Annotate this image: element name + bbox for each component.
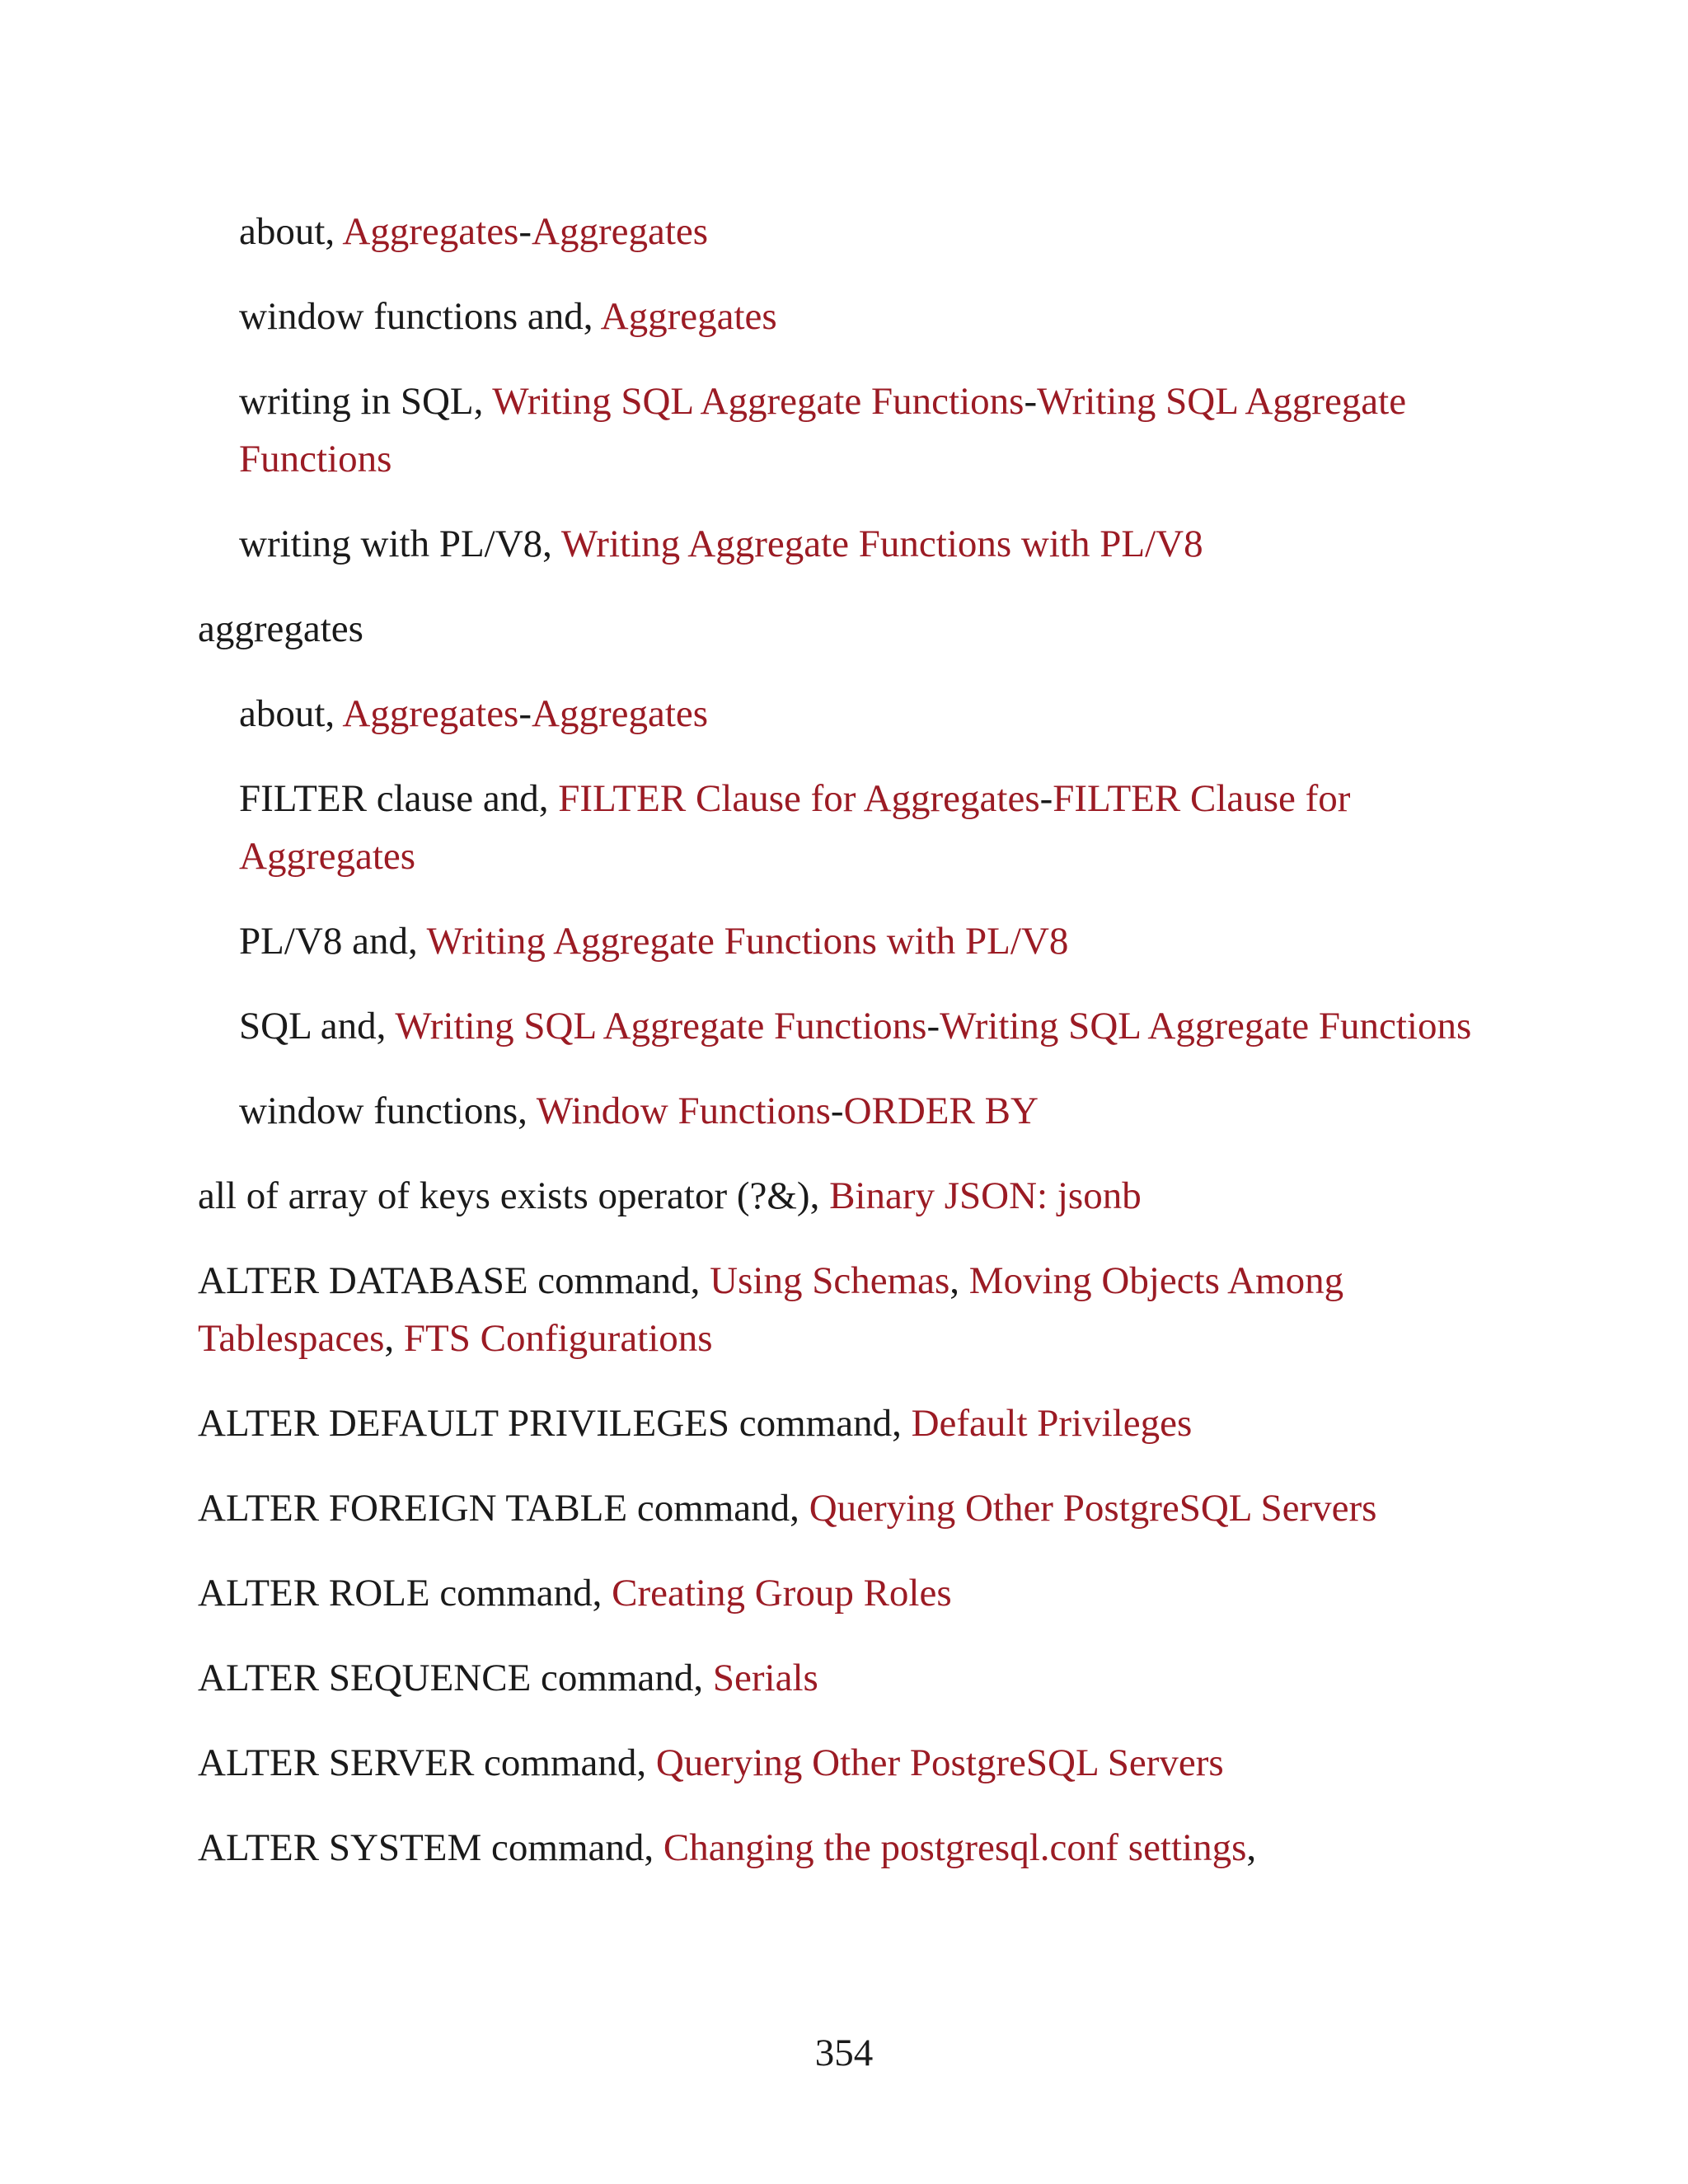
index-entry-list [198, 203, 1517, 1904]
index-reference-link[interactable]: Querying Other PostgreSQL Servers [655, 1741, 1224, 1784]
index-term-text: FILTER clause and, [239, 777, 559, 820]
index-term-text: - [1024, 380, 1038, 423]
index-reference-link[interactable]: Aggregates [532, 210, 709, 253]
index-term-text: - [830, 1090, 844, 1132]
index-subentry [198, 912, 1517, 970]
index-term-text: ALTER FOREIGN TABLE command, [198, 1487, 809, 1530]
index-reference-link[interactable]: Writing SQL Aggregate Functions [239, 380, 1407, 480]
index-subentry [198, 770, 1517, 885]
index-reference-link[interactable]: FTS Configurations [403, 1317, 713, 1360]
page-number: 354 [814, 2032, 874, 2074]
index-entry [198, 1564, 1517, 1622]
index-term-text: ALTER SYSTEM command, [198, 1826, 663, 1869]
index-reference-link[interactable]: Using Schemas [710, 1259, 950, 1302]
index-term-text: - [518, 692, 532, 735]
index-term-text: aggregates [198, 607, 363, 650]
index-entry [198, 600, 1517, 658]
index-term-text: PL/V8 and, [239, 920, 427, 963]
index-term-text: writing in SQL, [239, 380, 493, 423]
index-entry [198, 1167, 1517, 1225]
index-term-text: window functions, [239, 1090, 537, 1132]
index-entry [198, 1819, 1517, 1877]
index-entry [198, 1734, 1517, 1792]
index-reference-link[interactable]: Writing SQL Aggregate Functions [940, 1005, 1472, 1047]
index-term-text: - [518, 210, 532, 253]
index-reference-link[interactable]: Aggregates [532, 692, 709, 735]
index-term-text: , [384, 1317, 404, 1360]
index-reference-link[interactable]: Moving Objects Among Tablespaces [198, 1259, 1344, 1360]
index-term-text: all of array of keys exists operator (?&), [198, 1174, 830, 1217]
index-term-text: writing with PL/V8, [239, 523, 561, 565]
index-reference-link[interactable]: Creating Group Roles [612, 1572, 952, 1615]
index-term-text: , [1246, 1826, 1257, 1869]
index-term-text: ALTER ROLE command, [198, 1572, 612, 1615]
index-reference-link[interactable]: Binary JSON: jsonb [829, 1174, 1142, 1217]
index-subentry [198, 203, 1517, 260]
index-term-text: about, [239, 210, 343, 253]
index-reference-link[interactable]: Writing SQL Aggregate Functions [395, 1005, 927, 1047]
index-subentry [198, 685, 1517, 743]
index-reference-link[interactable]: Writing SQL Aggregate Functions [492, 380, 1025, 423]
index-reference-link[interactable]: Aggregates [600, 295, 777, 338]
index-subentry [198, 997, 1517, 1055]
index-reference-link[interactable]: Aggregates [342, 692, 519, 735]
index-term-text: ALTER SEQUENCE command, [198, 1657, 713, 1699]
index-reference-link[interactable]: ORDER BY [843, 1090, 1039, 1132]
index-term-text: ALTER SERVER command, [198, 1741, 656, 1784]
index-term-text: - [926, 1005, 940, 1047]
index-term-text: SQL and, [239, 1005, 396, 1047]
index-reference-link[interactable]: Writing Aggregate Functions with PL/V8 [426, 920, 1069, 963]
index-term-text: , [950, 1259, 969, 1302]
index-reference-link[interactable]: Changing the postgresql.conf settings [663, 1826, 1247, 1869]
index-term-text: - [1039, 777, 1053, 820]
index-entry [198, 1394, 1517, 1452]
index-reference-link[interactable]: Default Privileges [911, 1402, 1193, 1445]
index-subentry [198, 515, 1517, 573]
index-reference-link[interactable]: FILTER Clause for Aggregates [239, 777, 1351, 878]
index-term-text: window functions and, [239, 295, 601, 338]
index-term-text: about, [239, 692, 343, 735]
index-reference-link[interactable]: Querying Other PostgreSQL Servers [809, 1487, 1377, 1530]
index-reference-link[interactable]: Writing Aggregate Functions with PL/V8 [560, 523, 1203, 565]
index-reference-link[interactable]: Serials [712, 1657, 818, 1699]
index-entry [198, 1252, 1517, 1367]
index-entry [198, 1479, 1517, 1537]
index-subentry [198, 373, 1517, 488]
index-reference-link[interactable]: FILTER Clause for Aggregates [558, 777, 1040, 820]
index-reference-link[interactable]: Window Functions [536, 1090, 831, 1132]
index-subentry [198, 1082, 1517, 1140]
index-reference-link[interactable]: Aggregates [342, 210, 519, 253]
index-subentry [198, 288, 1517, 345]
index-term-text: ALTER DATABASE command, [198, 1259, 710, 1302]
index-entry [198, 1649, 1517, 1707]
index-term-text: ALTER DEFAULT PRIVILEGES command, [198, 1402, 912, 1445]
